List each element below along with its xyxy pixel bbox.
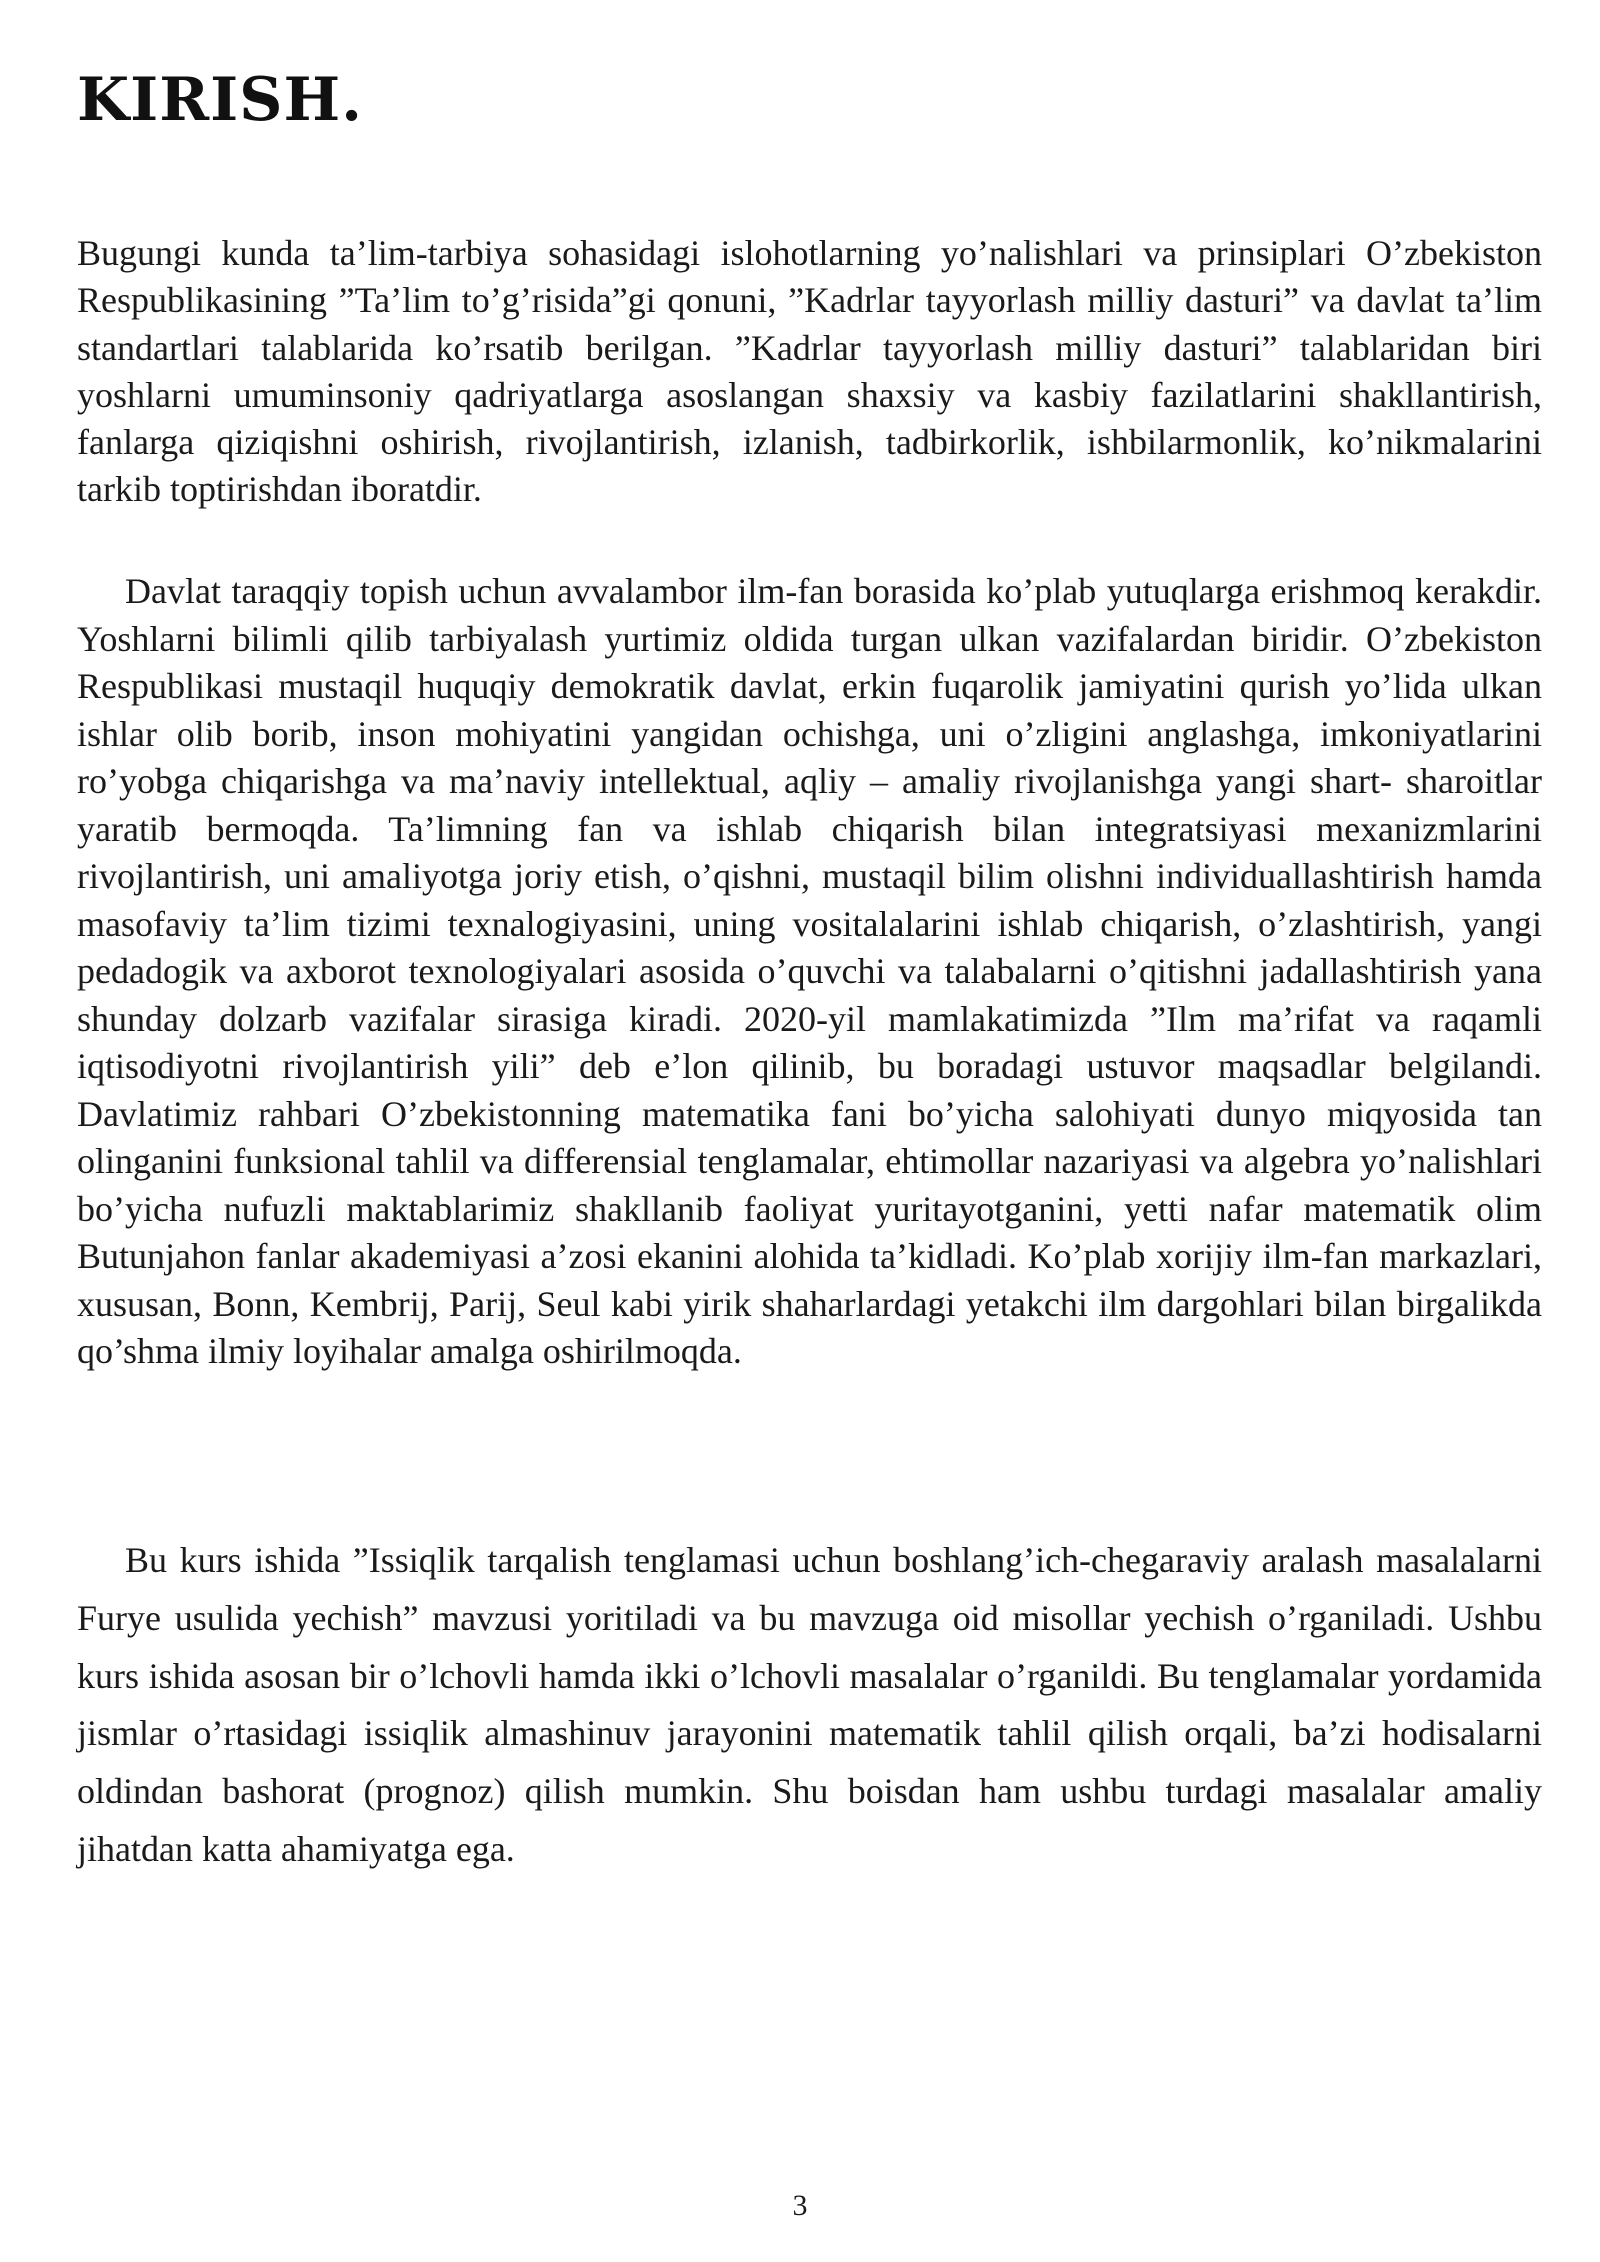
paragraph-intro: Bugungi kunda ta’lim-tarbiya sohasidagi islohotlarning yo’nalishlari va prinsiplari O’zbekiston Respublikasining ”Ta’lim to’g’risida”gi qonuni, ”Kadrlar tayyorlash milliy dasturi” va davlat ta’lim standartlari talablarida ko’rsatib berilgan. ”Kadrlar tayyorlash milliy dasturi” talablaridan biri yoshlarni umuminsoniy qadriyatlarga asoslangan shaxsiy va kasbiy fazilatlarini shakllantirish, fanlarga qiziqishni oshirish, rivojlantirish, izlanish, tadbirkorlik, ishbilarmonlik, ko’nikmalarini tarkib toptirishdan iboratdir. <box>77 233 1542 510</box>
page-title: KIRISH. <box>77 65 364 135</box>
paragraph-science-development: Davlat taraqqiy topish uchun avvalambor ilm-fan borasida ko’plab yutuqlarga erishmoq kerakdir. Yoshlarni bilimli qilib tarbiyalash yurtimiz oldida turgan ulkan vazifalardan biridir. O’zbekiston Respublikasi mustaqil huquqiy demokratik davlat, erkin fuqarolik jamiyatini qurish yo’lida ulkan ishlar olib borib, inson mohiyatini yangidan ochishga, uni o’zligini anglashga, imkoniyatlarini ro’yobga chiqarishga va ma’naviy intellektual, aqliy – amaliy rivojlanishga yangi shart- sharoitlar yaratib bermoqda. Ta’limning fan va ishlab chiqarish bilan integratsiyasi mexanizmlarini rivojlantirish, uni amaliyotga joriy etish, o’qishni, mustaqil bilim olishni individuallashtirish hamda masofaviy ta’lim tizimi texnalogiyasini, uning vositalalarini ishlab chiqarish, o’zlashtirish, yangi pedadogik va axborot texnologiyalari asosida o’quvchi va talabalarni o’qitishni jadallashtirish yana shunday dolzarb vazifalar sirasiga kiradi. 2020-yil mamlakatimizda ”Ilm ma’rifat va raqamli iqtisodiyotni rivojlantirish yili” deb e’lon qilinib, bu boradagi ustuvor maqsadlar belgilandi. Davlatimiz rahbari O’zbekistonning matematika fani bo’yicha salohiyati dunyo miqyosida tan olinganini funksional tahlil va differensial tenglamalar, ehtimollar nazariyasi va algebra yo’nalishlari bo’yicha nufuzli maktablarimiz shakllanib faoliyat yuritayotganini, yetti nafar matematik olim Butunjahon fanlar akademiyasi a’zosi ekanini alohida ta’kidladi. Ko’plab xorijiy ilm-fan markazlari, xususan, Bonn, Kembrij, Parij, Seul kabi yirik shaharlardagi yetakchi ilm dargohlari bilan birgalikda qo’shma ilmiy loyihalar amalga oshirilmoqda. <box>77 571 1542 1371</box>
paragraph-course-topic: Bu kurs ishida ”Issiqlik tarqalish tenglamasi uchun boshlang’ich-chegaraviy aralash masalalarni Furye usulida yechish” mavzusi yoritiladi va bu mavzuga oid misollar yechish o’rganiladi. Ushbu kurs ishida asosan bir o’lchovli hamda ikki o’lchovli masalalar o’rganildi. Bu tenglamalar yordamida jismlar o’rtasidagi issiqlik almashinuv jarayonini matematik tahlil qilish orqali, ba’zi hodisalarni oldindan bashorat (prognoz) qilish mumkin. Shu boisdan ham ushbu turdagi masalalar amaliy jihatdan katta ahamiyatga ega. <box>77 1540 1542 1869</box>
page-number: 3 <box>792 2189 808 2222</box>
